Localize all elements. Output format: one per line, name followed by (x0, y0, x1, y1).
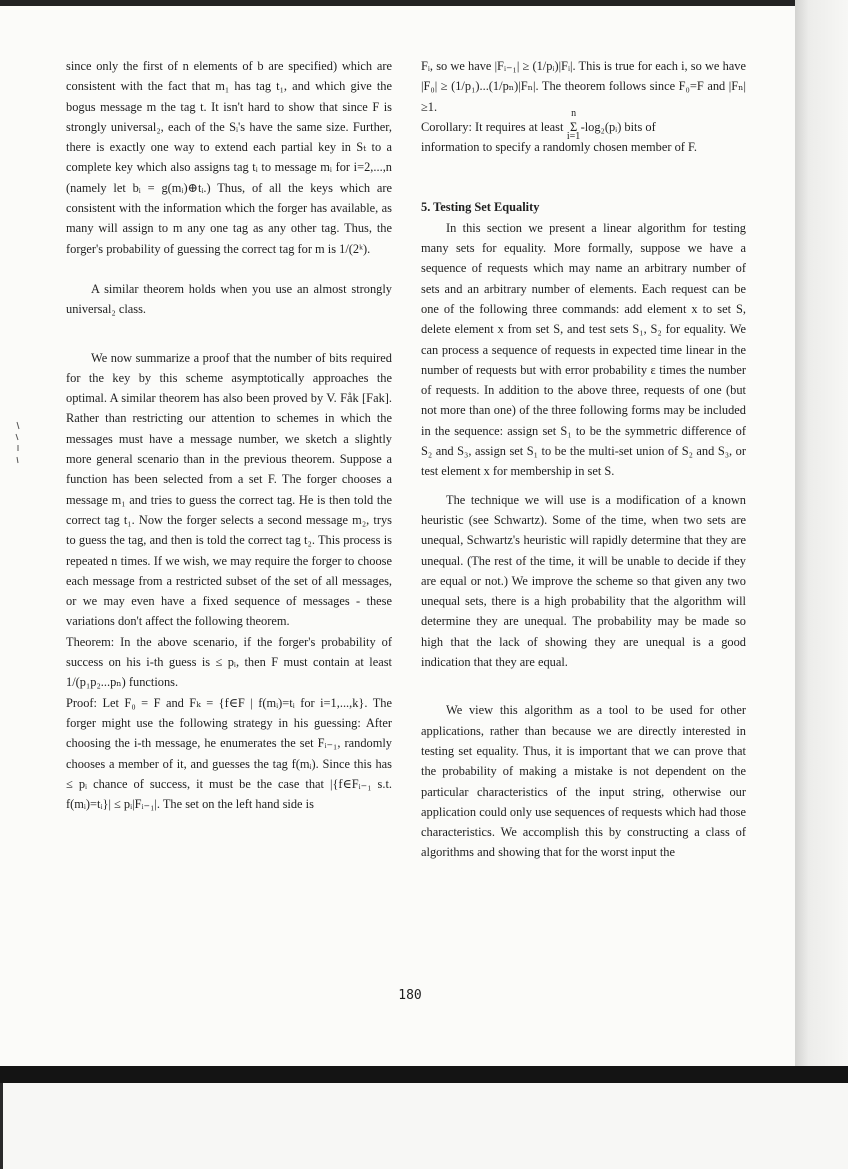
right-paragraph-1: Fᵢ, so we have |Fᵢ₋₁| ≥ (1/pᵢ)|Fᵢ|. This is true for each i, so we have |F₀| ≥ (1/p₁)...(1/pₙ)|Fₙ|. The theorem follows since F₀=F and |Fₙ|≥1. (421, 59, 746, 114)
right-paragraph-2: In this section we present a linear algorithm for testing many sets for equality. More formally, suppose we have a sequence of requests which may name an arbitrary number of sets and an arbitrary number of elements. Each request can be one of the following three commands: add element x to set S, delete element x from set S, and test sets S₁, S₂ for equality. We can process a sequence of requests in expected time linear in the number of requests but with error probability ε times the number of requests. In addition to the above three, requests of one (but not more than one) of the three following forms may be included in the sequence: assign set S₁ to be the symmetric difference of S₂ and S₃, assign set S₁ to be the multi-set union of S₂ and S₃, or test element x for membership in set S. (421, 220, 746, 479)
theorem-statement: Theorem: In the above scenario, if the forger's probability of success on his i-th guess is ≤ pᵢ, then F must contain at least 1/(p₁p₂...pₙ) functions. (66, 634, 392, 690)
left-paragraph-2: A similar theorem holds when you use an almost strongly universal₂ class. (66, 281, 392, 317)
margin-pencil-marks (14, 420, 22, 472)
summation-upper-limit: n (571, 107, 577, 119)
summation-symbol (566, 107, 581, 142)
section-heading: 5. Testing Set Equality (421, 200, 540, 215)
binding-edge (0, 1083, 3, 1169)
scan-bottom-edge (0, 1066, 848, 1083)
scan-background (0, 1083, 848, 1169)
proof-paragraph: Proof: Let F₀ = F and Fₖ = {f∈F | f(mᵢ)=tᵢ for i=1,...,k}. The forger might use the following strategy in his guessing: After choosing the i-th message, he enumerates the set Fᵢ₋₁, randomly chooses a member of it, and guesses the tag f(mᵢ). Since this has ≤ pᵢ chance of success, it must be the case that |{f∈Fᵢ₋₁ s.t. f(mᵢ)=tᵢ}| ≤ pᵢ|Fᵢ₋₁|. The set on the left hand side is (66, 695, 392, 812)
page-number: 180 (398, 988, 422, 1003)
page-right-edge-shadow (795, 0, 848, 1072)
corollary-continuation: information to specify a randomly chosen member of F. (421, 140, 698, 155)
corollary-text-before: Corollary: It requires at least (421, 119, 564, 134)
summation-lower-limit: i=1 (566, 130, 581, 142)
right-column (421, 56, 746, 863)
left-paragraph-1: since only the first of n elements of b are specified) which are consistent with the fact that m₁ has tag t₁, and which give the bogus message m the tag t. It isn't hard to show that since F is strongly universal₂, each of the Sᵢ's have the same size. Further, there is exactly one way to extend each partial key in Sₜ to a complete key which also assigns tag tᵢ to message mᵢ for i=2,...,n (namely let bᵢ = g(mᵢ)⊕tᵢ.) Thus, of all the keys which are consistent with the information which the forger has available, as many will assign to m any one tag as any other tag. Thus, the forger's probability of guessing the correct tag for m is 1/(2ᵏ). (66, 59, 392, 256)
right-paragraph-4: We view this algorithm as a tool to be used for other applications, rather than because we are directly interested in testing set equality. Thus, it is important that we can prove that the probability of making a mistake is not dependent on the particular characteristics of the input string, otherwise our application could only use sequences of requests which had those characteristics. We accomplish this by constructing a class of algorithms and showing that for the worst input the (421, 703, 746, 860)
left-column (66, 56, 392, 814)
left-paragraph-3: We now summarize a proof that the number of bits required for the key by this scheme asymptotically approaches the optimal. A similar theorem has also been proved by V. Fåk [Fak]. Rather than restricting our attention to schemes in which the messages must have a message number, we sketch a slightly more general scenario than in the previous theorem. Suppose a function has been selected from a set F. The forger chooses a message m₁ and tries to guess the correct tag. He is then told the correct tag t₁. Now the forger selects a second message m₂, trys to guess the tag, and then is told the correct tag t₂. This process is repeated n times. If we wish, we may require the forger to choose each message from a restricted subset of the set of all messages, or we may even have a fixed sequence of messages - these variations don't affect the following theorem. (66, 350, 392, 629)
corollary-text-after: -log₂(pᵢ) bits of (580, 119, 656, 134)
right-paragraph-3: The technique we will use is a modification of a known heuristic (see Schwartz). Some of the time, when two sets are unequal, Schwartz's heuristic will rapidly determine that they are unequal. (The rest of the time, it will be unable to decide if they are equal or not.) We improve the scheme so that given any two unequal sets, there is a high probability that the algorithm will determine they are unequal. The probability may be made so high that the lack of showing they are unequal is a good indication that they are equal. (421, 492, 746, 670)
corollary-statement (421, 107, 746, 142)
sigma-glyph: Σ (569, 119, 578, 134)
